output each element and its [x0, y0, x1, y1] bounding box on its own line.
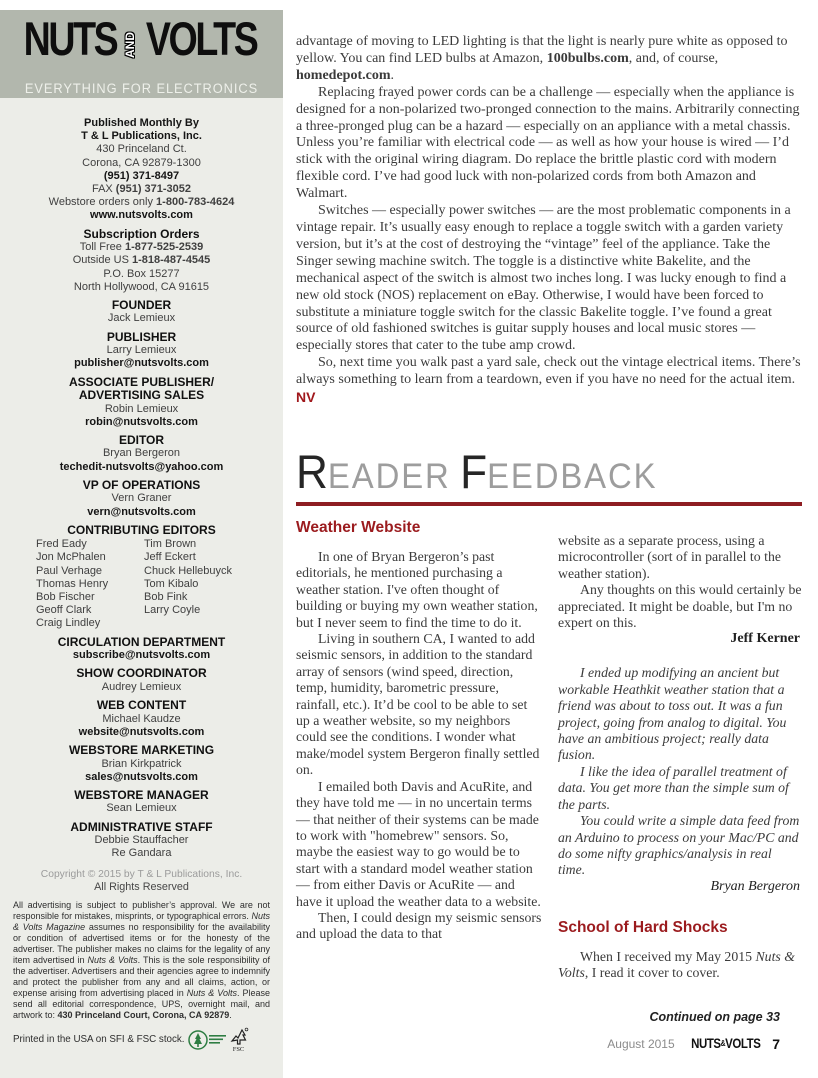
- sidebar-line: Michael Kaudze: [102, 712, 181, 725]
- sidebar-line: Toll Free 1-877-525-2539: [79, 241, 204, 254]
- contributing-editor-name: Jon McPhalen: [36, 551, 106, 564]
- letter-paragraph: Then, I could design my seismic sensors and upload the data to that: [296, 909, 542, 942]
- weather-website-heading: Weather Website: [296, 519, 421, 536]
- right-column-paragraphs: [558, 533, 802, 631]
- article-paragraph: Switches — especially power switches — are the most problematic components in a vintage repair. It’s usually easy enough to replace a toggle switch with a garden variety version, but it’s at the cost of destroying the “vintage” feel of the appliance. Take the Singer sewing machine switch. The toggle is a distinctive white Bakelite, and the mechanical aspect of the switch is almost two inches long. I was lucky enough to find a new old stock (NOS) replacement on eBay. Otherwise, I would have been forced to substitute a miniature toggle switch for the classic Bakelite toggle. I’ve found a great source of old fashioned switches is guitar supply houses and local music stores — especially stores that cater to the tube amp crowd.: [296, 203, 791, 354]
- title-initial-f: F: [460, 445, 488, 498]
- reader-feedback-columns: [296, 519, 802, 1052]
- letter-paragraph: In one of Bryan Bergeron’s past editorials, he mentioned purchasing a weather station. I've often thought of building or buying my own weather station, but I never seem to find the time to do it.: [296, 549, 538, 630]
- page-number: 7: [772, 1035, 780, 1052]
- contributing-editor-name: Tim Brown: [144, 538, 197, 551]
- contributing-editors-right: [144, 538, 232, 630]
- sidebar-line: WEBSTORE MANAGER: [74, 787, 209, 802]
- sidebar-line: vern@nutsvolts.com: [87, 505, 196, 518]
- reply-paragraph: I ended up modifying an ancient but workable Heathkit weather station that a friend was about to toss out. It was a fun project, going from analog to digital. You have an ambitious project; really data fusion.: [558, 665, 787, 763]
- sidebar-line: Vern Graner: [111, 492, 172, 505]
- footer-logo-ampersand: &: [720, 1039, 725, 1049]
- sidebar-line: CIRCULATION DEPARTMENT: [57, 634, 226, 649]
- reply-signature-bryan-bergeron: Bryan Bergeron: [710, 878, 800, 894]
- masthead-sidebar: [0, 98, 283, 1078]
- issue-date: August 2015: [607, 1036, 675, 1051]
- contributing-editor-name: Jeff Eckert: [144, 551, 196, 564]
- sidebar-line: SHOW COORDINATOR: [76, 666, 207, 681]
- sidebar-line: subscribe@nutsvolts.com: [72, 649, 211, 662]
- contributing-editor-name: Thomas Henry: [36, 577, 109, 590]
- contributing-editor-name: Bob Fink: [144, 591, 188, 604]
- sidebar-line: CONTRIBUTING EDITORS: [67, 522, 216, 537]
- school-of-hard-shocks-heading: School of Hard Shocks: [558, 918, 728, 936]
- sidebar-line: (951) 371-8497: [103, 169, 180, 182]
- sidebar-line: FAX (951) 371-3052: [91, 183, 192, 196]
- section-rule: [296, 502, 802, 506]
- contributing-editors-columns: [0, 537, 283, 630]
- sidebar-line: PUBLISHER: [106, 329, 177, 344]
- advertising-disclaimer: All advertising is subject to publisher’s approval. We are not responsible for mistakes, misprints, or typographical errors. Nuts & Volts Magazine assumes no responsibility for the availability or condition of advertised items or for the honesty of the advertiser. The publisher makes no claims for the legality of any item advertised in Nuts & Volts. This is the sole responsibility of the advertiser. Advertisers and their agencies agree to indemnify and protect the publisher from any and all claims, action, or expense arising from advertising placed in Nuts & Volts. Please send all editorial correspondence, UPS, overnight mail, and artwork to: 430 Princeland Court, Corona, CA 92879.: [13, 899, 271, 1020]
- article-paragraph: Replacing frayed power cords can be a challenge — especially when the appliance is designed for a non-polarized two-pronged connection to the mains. Arbitrarily connecting a three-pronged plug can be a hazard — especially on an appliance with a metal chassis. Unless you’re familiar with electrical code — as well as how your house is wired — I’d stick with the original wiring diagram. Do replace the brittle plastic cord with modern flexible cord. I’ve had good luck with non-polarized cords from both Amazon and Walmart.: [296, 84, 800, 202]
- letter-signature-jeff-kerner: Jeff Kerner: [730, 631, 800, 647]
- article-paragraph: So, next time you walk past a yard sale, check out the vintage electrical items. There’s always something to learn from a teardown, even if you have no need for the actual item. NV: [296, 355, 801, 406]
- sidebar-line: Brian Kirkpatrick: [101, 757, 182, 770]
- reply-paragraph: I like the idea of parallel treatment of data. You get more than the simple sum of the parts.: [558, 763, 789, 812]
- nuts-and-volts-logo: [0, 10, 283, 65]
- printed-note: [13, 1027, 275, 1053]
- sidebar-line: Outside US 1-818-487-4545: [72, 254, 211, 267]
- editor-reply-paragraphs: [558, 665, 802, 878]
- certification-icons: [187, 1027, 249, 1053]
- reply-paragraph: You could write a simple data feed from an Arduino to process on your Mac/PC and do some nifty graphics/analysis in real time.: [558, 813, 800, 878]
- reader-feedback-section-header: [296, 444, 802, 506]
- sidebar-line: Audrey Lemieux: [101, 680, 182, 693]
- sidebar-line: FOUNDER: [111, 297, 172, 312]
- letter-paragraph: I emailed both Davis and AcuRite, and they have told me — in no uncertain terms — that neither of their systems can be made to work with "homebrew" sensors. So, maybe the easiest way to go would be to start with a standard model weather station — from either Davis or AcuRite — and have it upload the weather data to a website.: [296, 778, 541, 909]
- sidebar-line: WEB CONTENT: [96, 698, 187, 713]
- logo-word-volts: VOLTS: [146, 12, 257, 65]
- footer-logo: [691, 1036, 760, 1051]
- contributing-editor-name: Craig Lindley: [36, 617, 101, 630]
- sfi-logo-icon: [187, 1028, 229, 1052]
- sidebar-line: North Hollywood, CA 91615: [73, 280, 210, 293]
- logo-word-nuts: NUTS: [24, 12, 117, 65]
- sidebar-info-list-bottom: [0, 636, 283, 861]
- contributing-editor-name: Chuck Hellebuyck: [144, 564, 233, 577]
- sidebar-line: ADVERTISING SALES: [78, 388, 205, 403]
- editorial-article: [296, 34, 806, 408]
- sidebar-line: Subscription Orders: [83, 226, 200, 241]
- sidebar-line: Jack Lemieux: [107, 312, 176, 325]
- contributing-editor-name: Tom Kibalo: [144, 577, 199, 590]
- footer-logo-volts: VOLTS: [724, 1036, 761, 1052]
- sidebar-line: Corona, CA 92879-1300: [82, 156, 201, 169]
- letter-paragraph: website as a separate process, using a microcontroller (sort of in parallel to the weather station).: [558, 533, 781, 581]
- fsc-label: FSC: [232, 1045, 244, 1053]
- sidebar-line: Larry Lemieux: [106, 344, 177, 357]
- title-rest-eader: EADER: [327, 457, 451, 496]
- contributing-editors-left: [36, 538, 144, 630]
- sidebar-line: VP OF OPERATIONS: [82, 477, 201, 492]
- title-initial-r: R: [296, 445, 328, 498]
- sidebar-line: Sean Lemieux: [106, 802, 177, 815]
- reader-feedback-title: [296, 444, 772, 499]
- second-letter-paragraphs: [558, 949, 802, 982]
- sidebar-line: Re Gandara: [111, 847, 172, 860]
- sidebar-line: EDITOR: [118, 432, 165, 447]
- letter-paragraph: When I received my May 2015 Nuts & Volts, I read it cover to cover.: [558, 948, 795, 981]
- sidebar-line: robin@nutsvolts.com: [85, 415, 198, 428]
- sidebar-info-list-top: [0, 117, 283, 537]
- letter-paragraph: Living in southern CA, I wanted to add seismic sensors, in addition to the standard array of sensors (wind speed, direction, temp, humidity, barometric pressure, rainfall, etc.). It’d be cool to be able to set up a weather website, so my neighbors could see the conditions. I wonder what make/model system Bergeron finally settled on.: [296, 631, 540, 778]
- sidebar-line: Webstore orders only 1-800-783-4624: [48, 196, 235, 209]
- sidebar-line: 430 Princeland Ct.: [96, 143, 187, 156]
- masthead: [0, 10, 283, 98]
- letter-paragraph: Any thoughts on this would certainly be appreciated. It might be doable, but I'm no expert on this.: [558, 582, 802, 631]
- fsc-logo-icon: [229, 1027, 249, 1053]
- sidebar-line: Published Monthly By: [84, 117, 199, 129]
- footer-logo-nuts: NUTS: [690, 1036, 721, 1052]
- contributing-editor-name: Larry Coyle: [144, 604, 201, 617]
- sidebar-line: sales@nutsvolts.com: [85, 770, 198, 783]
- masthead-tagline: EVERYTHING FOR ELECTRONICS: [24, 81, 259, 96]
- left-column: [296, 519, 544, 1052]
- logo-word-and: AND: [123, 32, 138, 58]
- right-column: [558, 519, 802, 1052]
- sidebar-line: Debbie Stauffacher: [94, 834, 189, 847]
- sidebar-line: WEBSTORE MARKETING: [68, 743, 215, 757]
- page-footer: [558, 1036, 802, 1052]
- sidebar-line: Bryan Bergeron: [102, 447, 181, 460]
- sidebar-line: T & L Publications, Inc.: [81, 130, 202, 143]
- continued-note: Continued on page 33: [649, 1009, 780, 1024]
- sidebar-line: website@nutsvolts.com: [78, 725, 205, 738]
- sidebar-line: ADMINISTRATIVE STAFF: [70, 819, 213, 834]
- sidebar-line: P.O. Box 15277: [103, 267, 180, 280]
- sidebar-line: ASSOCIATE PUBLISHER/: [68, 374, 215, 389]
- contributing-editor-name: Fred Eady: [36, 538, 87, 551]
- sidebar-line: techedit-nutsvolts@yahoo.com: [59, 460, 224, 473]
- contributing-editor-name: Paul Verhage: [36, 564, 103, 577]
- contributing-editor-name: Bob Fischer: [36, 591, 95, 604]
- left-column-paragraphs: [296, 549, 544, 943]
- sidebar-line: publisher@nutsvolts.com: [74, 357, 209, 370]
- contributing-editor-name: Geoff Clark: [36, 604, 92, 617]
- sidebar-line: Robin Lemieux: [104, 402, 179, 415]
- sidebar-line: www.nutsvolts.com: [90, 209, 193, 222]
- copyright-line: Copyright © 2015 by T & L Publications, Inc.: [40, 868, 243, 880]
- title-rest-eedback: EEDBACK: [487, 457, 658, 496]
- article-paragraph: advantage of moving to LED lighting is that the light is nearly pure white as opposed to yellow. You can find LED bulbs at Amazon, 100bulbs.com, and, of course, homedepot.com.: [296, 34, 788, 83]
- printed-note-text: Printed in the USA on SFI & FSC stock.: [13, 1034, 185, 1046]
- rights-line: All Rights Reserved: [94, 881, 189, 894]
